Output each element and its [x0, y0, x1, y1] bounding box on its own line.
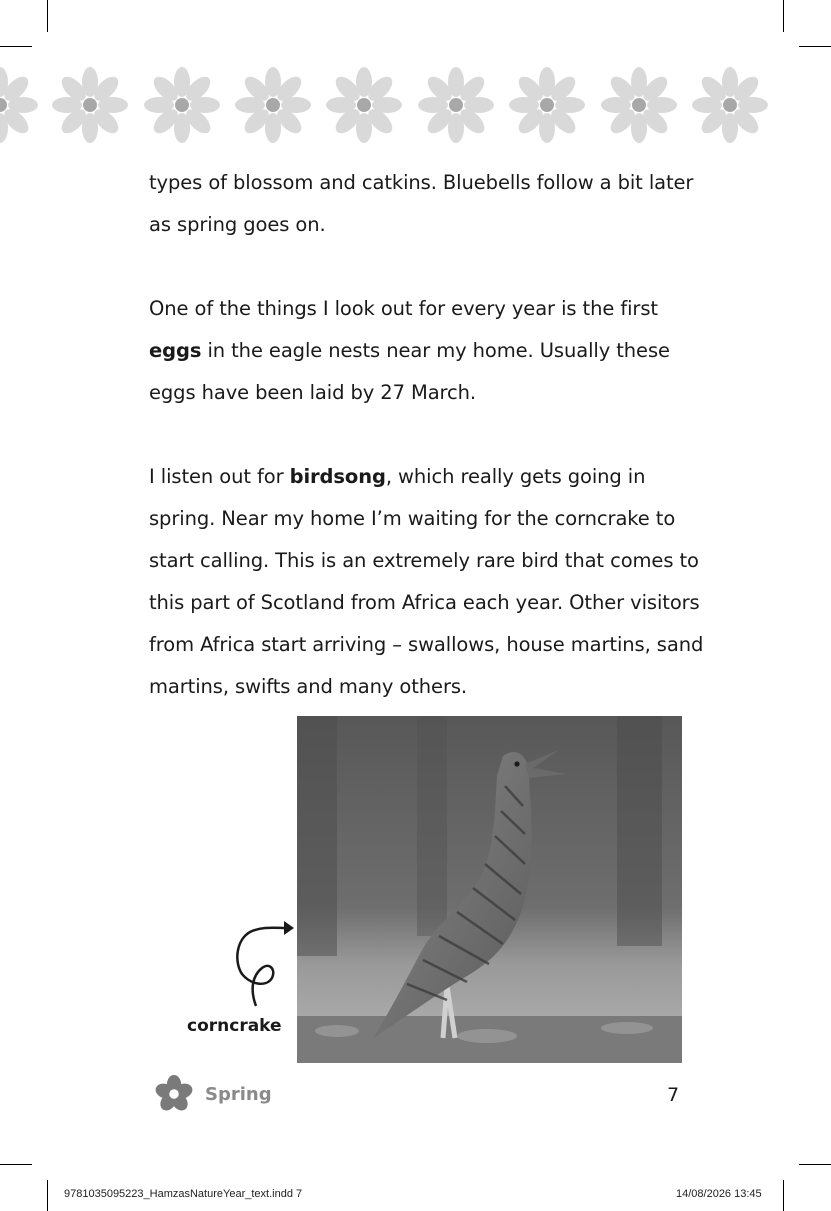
border-flower-icon	[692, 67, 768, 143]
border-flower-icon	[326, 67, 402, 143]
bold-term: eggs	[149, 339, 202, 362]
section-label: Spring	[205, 1084, 272, 1105]
border-flower-icon	[144, 67, 220, 143]
page-number: 7	[667, 1084, 680, 1106]
body-paragraph	[149, 288, 709, 414]
crop-mark	[0, 46, 32, 47]
pointer-arrow	[228, 918, 294, 1010]
flower-border	[0, 60, 831, 150]
border-flower-icon	[0, 67, 38, 143]
text-run: in the eagle nests near my home. Usually these eggs have been laid by 27 March.	[149, 339, 670, 404]
body-text	[149, 162, 709, 708]
border-flower-icon	[235, 67, 311, 143]
crop-mark	[0, 1164, 32, 1165]
flower-icon	[154, 1073, 194, 1115]
crop-mark	[783, 1180, 784, 1211]
crop-mark	[47, 1180, 48, 1211]
body-paragraph	[149, 456, 709, 708]
body-paragraph	[149, 162, 709, 246]
slug-datetime: 14/08/2026 13:45	[676, 1188, 762, 1200]
corncrake-photo	[297, 716, 682, 1063]
crop-mark	[799, 1164, 831, 1165]
crop-mark	[47, 0, 48, 32]
photo-caption: corncrake	[187, 1016, 282, 1036]
text-run: types of blossom and catkins. Bluebells follow a bit later as spring goes on.	[149, 171, 694, 236]
bold-term: birdsong	[289, 465, 386, 488]
border-flower-icon	[601, 67, 677, 143]
border-flower-icon	[52, 67, 128, 143]
text-run: I listen out for	[149, 465, 290, 488]
text-run: One of the things I look out for every year is the first	[149, 297, 658, 320]
text-run: , which really gets going in spring. Near my home I’m waiting for the corncrake to start calling. This is an extremely rare bird that comes to this part of Scotland from Africa each year. Other visitors from Africa start arriving – swallows, house martins, sand martins, swifts and many others.	[149, 465, 704, 698]
border-flower-icon	[418, 67, 494, 143]
slug-file: 9781035095223_HamzasNatureYear_text.indd 7	[64, 1188, 303, 1200]
crop-mark	[799, 46, 831, 47]
crop-mark	[783, 0, 784, 32]
border-flower-icon	[509, 67, 585, 143]
